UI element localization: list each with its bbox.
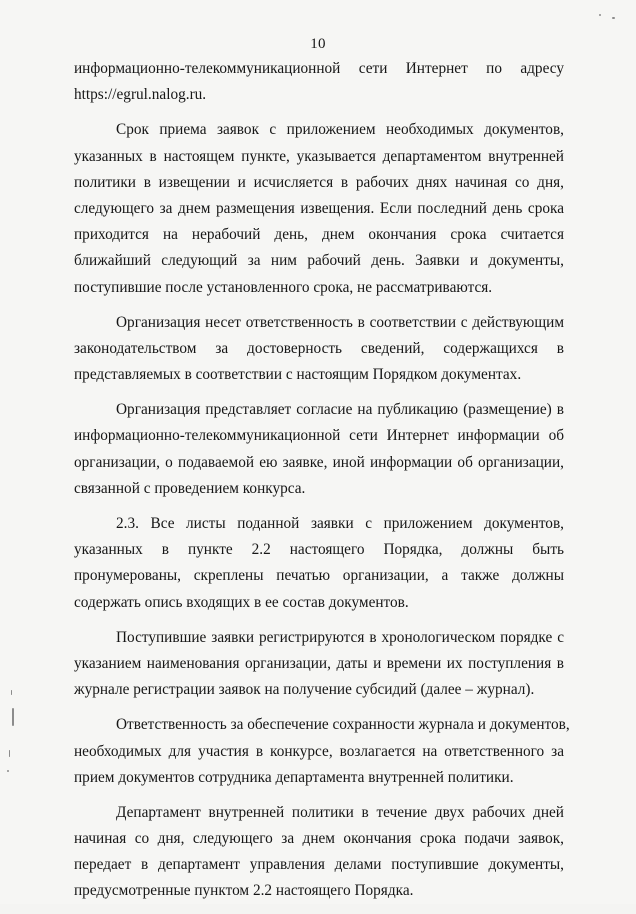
paragraph-line: прием документов сотрудника департамента внутренней политики.	[74, 768, 514, 786]
paragraph-line: информационно-телекоммуникационной сети Интернет информации об	[74, 427, 564, 445]
paragraph-line: законодательством за достоверность сведений, содержащихся в	[74, 339, 564, 357]
paragraph-line: указанных в настоящем пункте, указывается департаментом внутренней	[74, 147, 564, 165]
paragraph	[74, 117, 564, 300]
paragraph-line: 2.3. Все листы поданной заявки с приложением документов,	[116, 515, 564, 532]
paragraph	[74, 56, 564, 108]
paragraph-line: передает в департамент управления делами поступившие документы,	[74, 856, 564, 874]
paragraph-line: Департамент внутренней политики в течение двух рабочих дней	[116, 803, 564, 821]
paragraph-line: приходится на нерабочий день, днем окончания срока считается	[74, 226, 564, 244]
paragraph-line: необходимых для участия в конкурсе, возлагается на ответственного за	[74, 742, 564, 760]
paragraph	[74, 712, 570, 791]
paragraph-line: начиная со дня, следующего за днем окончания срока подачи заявок,	[74, 830, 564, 848]
paragraph-line: организации, о подаваемой ею заявке, иной информации об организации,	[74, 453, 564, 471]
paragraph-line: информационно-телекоммуникационной сети Интернет по адресу	[74, 60, 564, 77]
paragraph-line: Срок приема заявок с приложением необходимых документов,	[116, 121, 564, 139]
paragraph-line: пронумерованы, скреплены печатью организации, а также должны	[74, 567, 564, 585]
page-number: 10	[310, 36, 326, 52]
paragraph-line: представляемых в соответствии с настоящим Порядком документах.	[74, 366, 522, 384]
paragraph	[74, 511, 564, 616]
paragraph-line: указанных в пункте 2.2 настоящего Порядка, должны быть	[74, 541, 564, 559]
scan-speck	[11, 690, 12, 695]
paragraph-line: Ответственность за обеспечение сохранности журнала и документов,	[116, 716, 570, 734]
paragraph-line: ближайший следующий за ним рабочий день. Заявки и документы,	[74, 252, 564, 270]
paragraph	[74, 397, 564, 502]
paragraph-line: связанной с проведением конкурса.	[74, 479, 306, 497]
paragraph-line: содержать опись входящих в ее состав документов.	[74, 593, 409, 611]
paragraph-line: https://egrul.nalog.ru.	[74, 86, 207, 104]
paragraph-line: следующего за днем размещения извещения. Если последний день срока	[74, 199, 564, 217]
scan-speck	[612, 17, 615, 19]
document-body	[74, 56, 570, 914]
paragraph-line: поступившие после установленного срока, не рассматриваются.	[74, 278, 493, 296]
scan-speck	[9, 750, 10, 757]
paragraph	[74, 800, 564, 905]
paragraph-line: предусмотренные пунктом 2.2 настоящего Порядка.	[74, 882, 414, 900]
paragraph-line: политики в извещении и исчисляется в рабочих днях начиная со дня,	[74, 173, 564, 191]
paragraph-line: Поступившие заявки регистрируются в хронологическом порядке с	[116, 628, 564, 646]
paragraph-line: указанием наименования организации, даты и времени их поступления в	[74, 654, 564, 672]
scan-speck	[7, 770, 9, 772]
paragraph	[74, 310, 564, 389]
paragraph-line: журнале регистрации заявок на получение субсидий (далее – журнал).	[74, 681, 535, 699]
scan-speck	[599, 14, 601, 16]
scan-speck	[12, 708, 14, 726]
paragraph-line: Организация несет ответственность в соответствии с действующим	[116, 313, 564, 331]
paragraph-line: Организация представляет согласие на публикацию (размещение) в	[116, 401, 564, 419]
paragraph	[74, 625, 564, 704]
